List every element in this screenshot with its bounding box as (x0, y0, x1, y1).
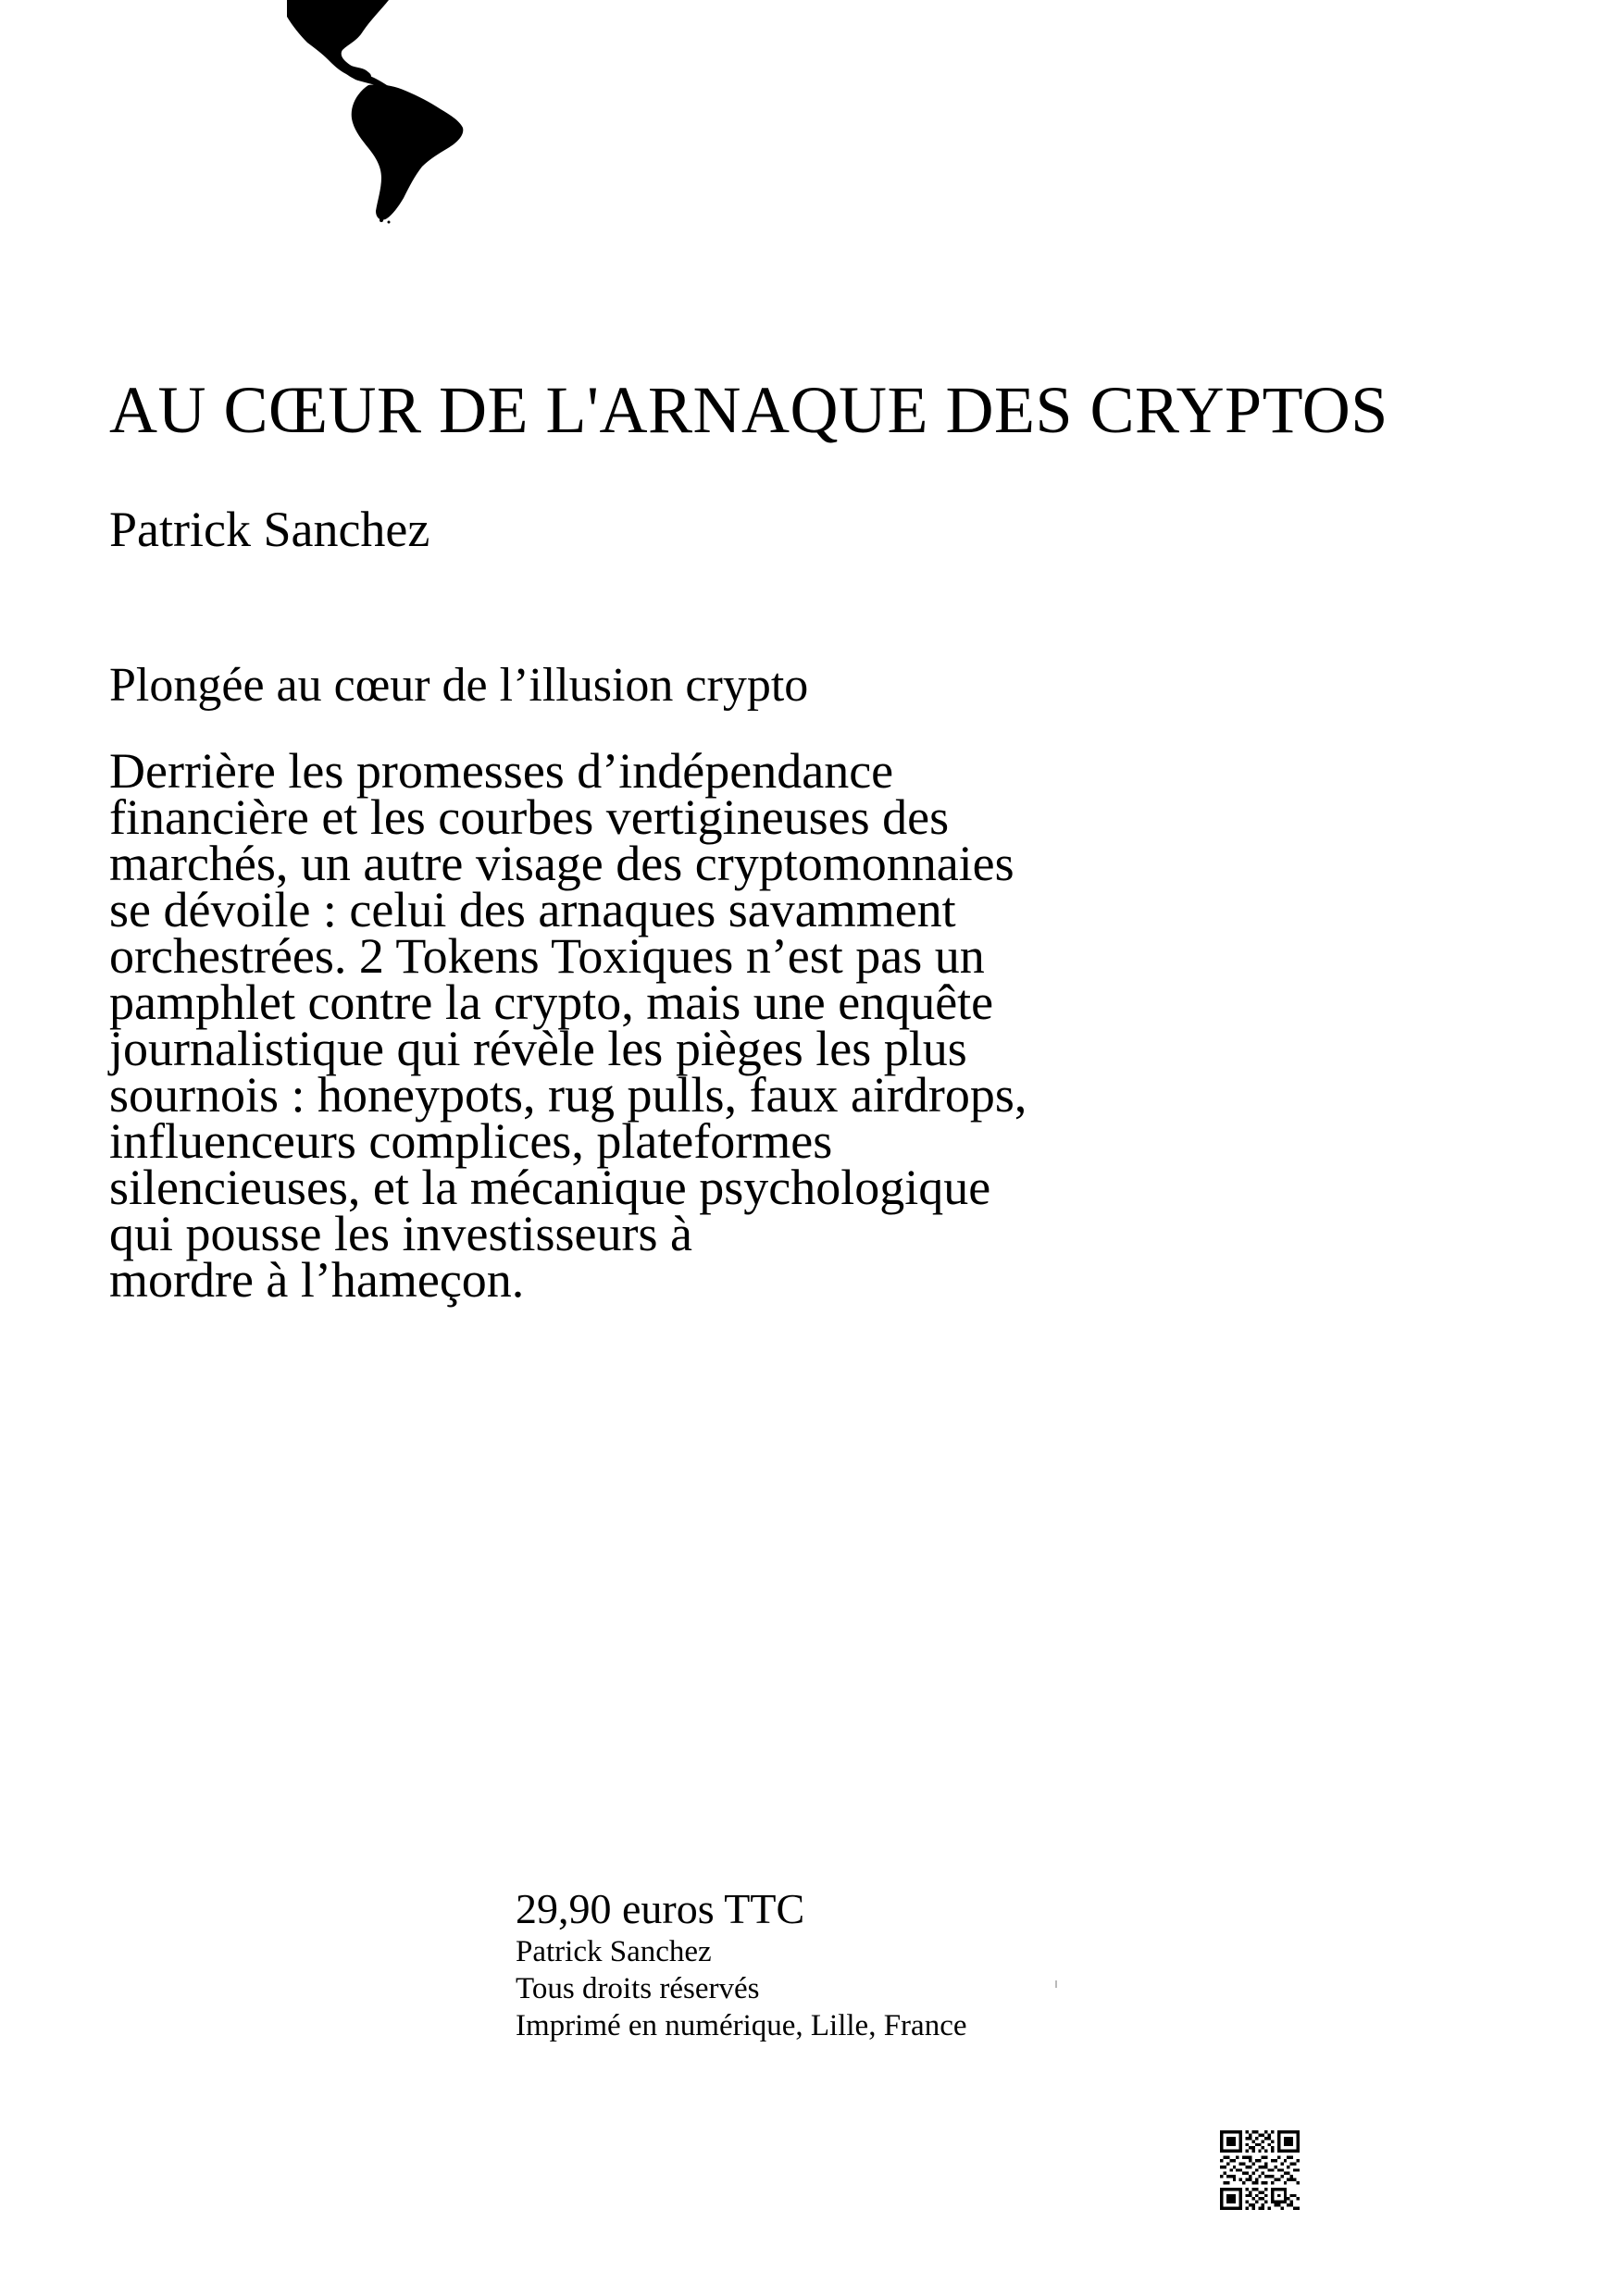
blurb-line: silencieuses, et la mécanique psychologique (109, 1160, 991, 1215)
blurb-line: financière et les courbes vertigineuses des (109, 789, 950, 845)
back-cover-blurb (109, 743, 1266, 1308)
blurb-line: qui pousse les investisseurs à (109, 1206, 692, 1261)
americas-map-icon (278, 0, 491, 227)
blurb-line: marchés, un autre visage des cryptomonnaies (109, 836, 1014, 891)
blurb-line: Derrière les promesses d’indépendance (109, 743, 894, 799)
blurb-line: orchestrées. 2 Tokens Toxiques n’est pas un (109, 928, 985, 984)
blurb-line: sournois : honeypots, rug pulls, faux airdrops, (109, 1067, 1027, 1123)
printing-info: Imprimé en numérique, Lille, France (516, 2008, 967, 2042)
qr-code-icon (1220, 2130, 1300, 2210)
blurb-line: influenceurs complices, plateformes (109, 1113, 833, 1169)
book-subtitle: Plongée au cœur de l’illusion crypto (109, 659, 809, 712)
book-title: AU CŒUR DE L'ARNAQUE DES CRYPTOS (109, 373, 1388, 447)
colophon-author: Patrick Sanchez (516, 1934, 712, 1968)
blurb-line: journalistique qui révèle les pièges les plus (109, 1021, 967, 1076)
blurb-line: mordre à l’hameçon. (109, 1252, 525, 1308)
blurb-line: pamphlet contre la crypto, mais une enquête (109, 974, 994, 1030)
colophon (516, 1886, 967, 2044)
blurb-line: se dévoile : celui des arnaques savamment (109, 882, 956, 937)
author-name: Patrick Sanchez (109, 502, 430, 557)
price: 29,90 euros TTC (516, 1885, 805, 1932)
rights-notice: Tous droits réservés (516, 1971, 760, 2005)
small-mark (1055, 1980, 1057, 1988)
